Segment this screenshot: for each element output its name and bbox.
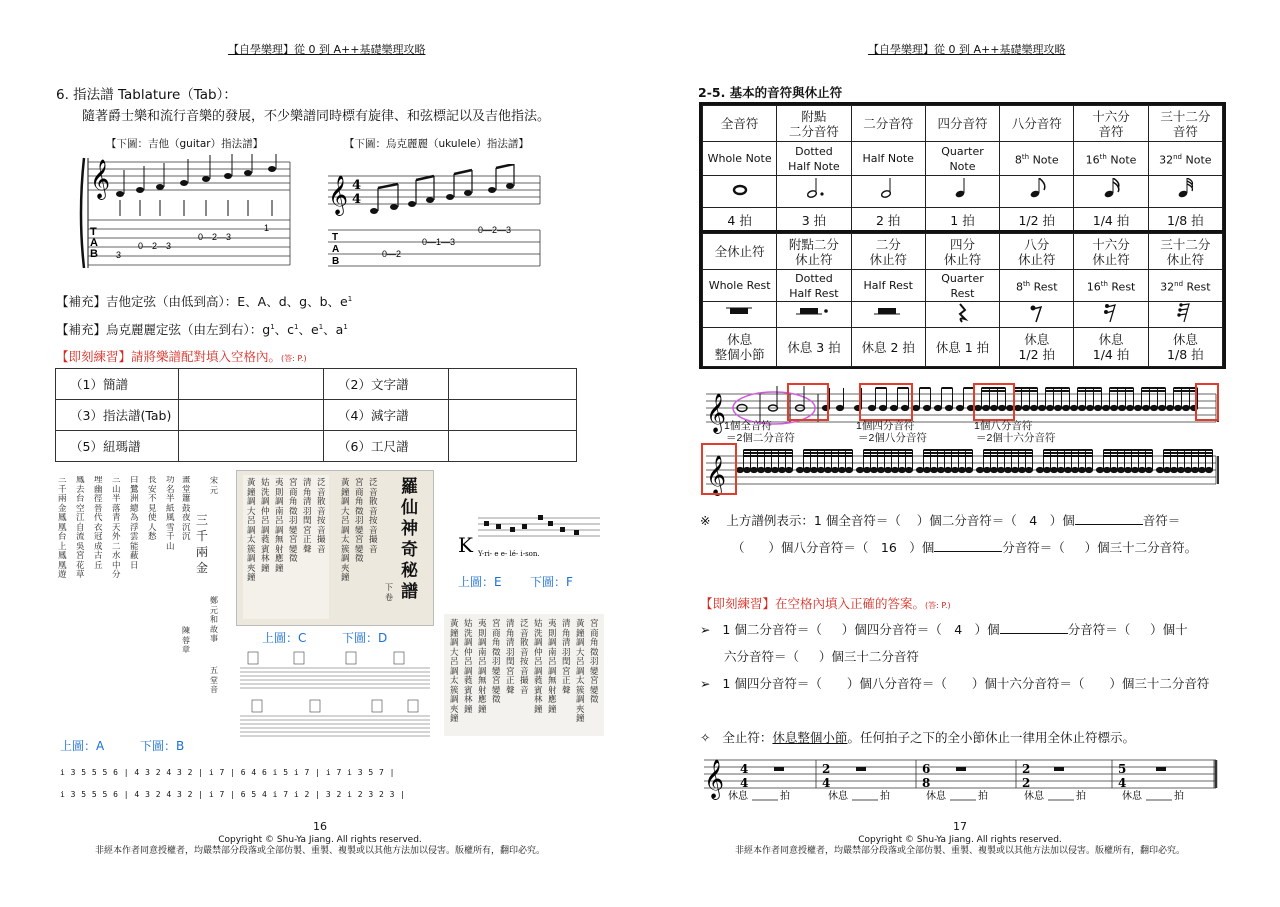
exercise-label: （2）文字譜 bbox=[324, 369, 449, 400]
page-number: 16 bbox=[313, 820, 327, 833]
caption-ukulele: 【下圖：烏克麗麗（ukulele）指法譜】 bbox=[344, 138, 529, 150]
note-name: 八分音符 bbox=[1000, 106, 1074, 142]
note-name: 全音符 bbox=[703, 106, 777, 142]
rest-symbol bbox=[1148, 302, 1222, 328]
staff-note bbox=[1158, 405, 1165, 410]
manuscript-a: 三千兩金鳳凰台上鳳凰遊 鳳去台空江自流吳宮花草 埋幽徑晉代衣冠成古丘 三山半落青天外二水中分 白鷺洲總為浮雲能蔽日 長安不見使人愁 功名半紙風雪千山 畫堂簫鼓夜沉沉 宋元 三千兩金 陳蓉章 鄭元和故事 五堂音 bbox=[58, 476, 218, 694]
rest-beats: 休息 整個小節 bbox=[703, 328, 777, 367]
rest-label: 休息 bbox=[926, 791, 946, 802]
rest-beats: 休息 1/8 拍 bbox=[1148, 328, 1222, 367]
rest-english: 8th Rest bbox=[1000, 270, 1074, 302]
treble-clef: 𝄞 bbox=[706, 393, 727, 433]
staff-note bbox=[803, 467, 810, 472]
staff-note bbox=[856, 467, 863, 472]
note-symbol-icon bbox=[1017, 178, 1057, 202]
rest-symbol bbox=[777, 302, 851, 328]
note-symbol-icon bbox=[720, 178, 760, 202]
rhythm-staff bbox=[700, 380, 1278, 500]
rests-table-box bbox=[699, 230, 1226, 369]
rest-label: 休息 bbox=[1122, 791, 1142, 802]
staff-note bbox=[1018, 467, 1025, 472]
tab-row: 1 bbox=[264, 223, 270, 233]
rest-name: 三十二分 休止符 bbox=[1148, 234, 1222, 270]
time-sig: 5 bbox=[1118, 762, 1127, 776]
staff-note bbox=[997, 467, 1004, 472]
staff-note bbox=[1170, 467, 1177, 472]
time-sig: 4 bbox=[740, 776, 749, 790]
staff-note bbox=[1102, 405, 1109, 410]
answer-cell[interactable] bbox=[179, 400, 324, 431]
disclaimer: 非經本作者同意授權者，均嚴禁部分段落或全部仿製、重製、複製或以其他方法加以侵害。版權所有，翻印必究。 bbox=[94, 846, 545, 856]
staff-note bbox=[764, 467, 771, 472]
staff-note bbox=[1011, 467, 1018, 472]
staff-annotation: 1個全音符 bbox=[724, 420, 772, 432]
notes-table-box bbox=[699, 102, 1226, 236]
note-english: 32nd Note bbox=[1148, 142, 1222, 176]
note-symbol-icon bbox=[868, 178, 908, 202]
staff-note bbox=[1110, 405, 1117, 410]
answer-cell[interactable] bbox=[449, 400, 577, 431]
rest-beats: 休息 3 拍 bbox=[777, 328, 851, 367]
note-symbol bbox=[1000, 176, 1074, 208]
jianpu-line: i 3 5 5 5 6 | 4 3 2 4 3 2 | i 7 | 6 4 6 i 5 i 7 | i 7 i 3 5 7 | bbox=[60, 768, 395, 777]
jianpu-line: i 3 5 5 5 6 | 4 3 2 4 3 2 | i 7 | 6 5 4 i 7 i 2 | 3 2 i 2 3 2 3 | bbox=[60, 790, 406, 799]
guitar-tab-figure bbox=[76, 154, 294, 272]
answer-cell[interactable] bbox=[179, 369, 324, 400]
staff-annotation: 1個四分音符 bbox=[856, 420, 915, 432]
manuscript-c: 黃鐘調大呂調太簇調夾鐘 姑洗調仲呂調蕤賓林鐘 夷則調南呂調無射應鐘 宮商角徵羽變宮變徵 清角清羽閏宮正聲 泛音散音按音撮音 黃鐘調大呂調太簇調夾鐘 宮商角徵羽變宮變徵 泛音散音按音撮音 羅仙神奇秘譜 下卷 bbox=[236, 470, 434, 626]
staff-note bbox=[974, 405, 981, 410]
staff-note bbox=[1078, 405, 1085, 410]
treble-clef: 𝄞 bbox=[706, 455, 727, 495]
staff-annotation: ＝2個八分音符 bbox=[858, 432, 927, 444]
staff-note bbox=[838, 467, 845, 472]
time-sig: 4 bbox=[740, 762, 749, 776]
rest-symbol-icon bbox=[1017, 302, 1057, 324]
staff-note bbox=[912, 405, 919, 410]
label-f: 下圖：F bbox=[530, 575, 573, 589]
time-sig: 2 bbox=[1022, 762, 1031, 776]
rest-symbol-icon bbox=[1165, 302, 1205, 324]
staff-note bbox=[1145, 467, 1152, 472]
staff-note bbox=[1131, 467, 1138, 472]
note-english: Half Note bbox=[851, 142, 925, 176]
label-b: 下圖：B bbox=[140, 739, 185, 753]
time-sig: 4 bbox=[1118, 776, 1127, 790]
note-symbol-icon bbox=[1165, 178, 1205, 202]
note-name: 十六分 音符 bbox=[1074, 106, 1148, 142]
practice-item: ➢ 1 個四分音符＝（ ）個八分音符＝（ ）個十六分音符＝（ ）個三十二分音符 bbox=[700, 676, 1210, 691]
tab-letter: A bbox=[332, 244, 340, 255]
tab-row: 0—2 bbox=[382, 249, 402, 259]
staff-note bbox=[743, 467, 750, 472]
staff-note bbox=[1198, 467, 1205, 472]
staff-note bbox=[1191, 467, 1198, 472]
supplement-ukulele: 【補充】烏克麗麗定弦（由左到右）：$g^1$、$c^1$、$e^1$、$a^1$ bbox=[56, 322, 348, 337]
staff-note bbox=[817, 467, 824, 472]
staff-note bbox=[1166, 405, 1173, 410]
staff-note bbox=[1038, 405, 1045, 410]
tab-row: 3 bbox=[116, 250, 122, 260]
staff-note bbox=[879, 405, 886, 410]
practice-item-cont: 六分音符＝（ ）個三十二分音符 bbox=[724, 649, 919, 664]
exercise-label: （5）紐瑪譜 bbox=[56, 431, 179, 462]
rest-symbol bbox=[1074, 302, 1148, 328]
staff-note bbox=[750, 467, 757, 472]
rest-beats: 休息 1/4 拍 bbox=[1074, 328, 1148, 367]
whole-rest-note: ✧ 全止符：休息整個小節。任何拍子之下的全小節休止一律用全休止符標示。 bbox=[700, 730, 1135, 745]
answer-cell[interactable] bbox=[179, 431, 324, 462]
staff-note bbox=[916, 467, 923, 472]
rest-label: 休息 bbox=[728, 791, 748, 802]
staff-note bbox=[1096, 467, 1103, 472]
staff-note bbox=[1014, 405, 1021, 410]
staff-note bbox=[965, 467, 972, 472]
rest-label: 休息 bbox=[828, 791, 848, 802]
staff-note bbox=[757, 467, 764, 472]
staff-note bbox=[1124, 467, 1131, 472]
rest-label: 拍 bbox=[780, 791, 790, 802]
rest-label: 拍 bbox=[978, 791, 988, 802]
note-symbol bbox=[925, 176, 999, 208]
label-c: 上圖：C bbox=[262, 631, 307, 645]
staff-note bbox=[810, 467, 817, 472]
practice-heading: 【即刻練習】在空格內填入正確的答案。(答: P.) bbox=[700, 596, 951, 611]
staff-note bbox=[1004, 467, 1011, 472]
staff-note bbox=[898, 467, 905, 472]
note-english: Quarter Note bbox=[925, 142, 999, 176]
note-symbol bbox=[777, 176, 851, 208]
note-name: 三十二分 音符 bbox=[1148, 106, 1222, 142]
staff-note bbox=[1071, 467, 1078, 472]
staff-note bbox=[736, 467, 743, 472]
staff-note bbox=[1177, 467, 1184, 472]
staff-note bbox=[944, 467, 951, 472]
note-symbol bbox=[1148, 176, 1222, 208]
staff-note bbox=[1142, 405, 1149, 410]
staff-note bbox=[1110, 467, 1117, 472]
staff-note bbox=[951, 467, 958, 472]
exercise-table bbox=[55, 368, 577, 462]
question-line: （ ）個八分音符＝（ 16 ）個 分音符＝（ ）個三十二分音符。 bbox=[732, 540, 1198, 555]
manuscript-d bbox=[238, 650, 432, 745]
page-header: 【自學樂理】從 0 到 A++基礎樂理攻略 bbox=[228, 43, 426, 56]
rest-name: 十六分 休止符 bbox=[1074, 234, 1148, 270]
note-beats: 2 拍 bbox=[851, 208, 925, 234]
note-beats: 1/2 拍 bbox=[1000, 208, 1074, 234]
staff-note bbox=[930, 467, 937, 472]
whole-rest-staff bbox=[700, 756, 1220, 806]
note-english: Dotted Half Note bbox=[777, 142, 851, 176]
note-beats: 1/8 拍 bbox=[1148, 208, 1222, 234]
time-sig-top: 4 bbox=[352, 178, 362, 193]
staff-note bbox=[1050, 467, 1057, 472]
staff-note bbox=[945, 405, 952, 410]
staff-note bbox=[1126, 405, 1133, 410]
note-symbol bbox=[851, 176, 925, 208]
rest-symbol-icon bbox=[1091, 302, 1131, 324]
staff-note bbox=[923, 405, 930, 410]
practice-item: ➢ 1 個二分音符＝（ ）個四分音符＝（ 4 ）個 分音符＝（ ）個十 bbox=[700, 622, 1188, 637]
treble-clef: 𝄞 bbox=[328, 175, 349, 215]
staff-note bbox=[1156, 467, 1163, 472]
staff-note bbox=[1062, 405, 1069, 410]
exercise-label: （1）簡譜 bbox=[56, 369, 179, 400]
answer-cell[interactable] bbox=[449, 369, 577, 400]
staff-note bbox=[845, 467, 852, 472]
section-title: 2-5. 基本的音符與休止符 bbox=[698, 85, 843, 100]
time-sig: 2 bbox=[1022, 776, 1031, 790]
answer-blank[interactable] bbox=[1000, 621, 1068, 634]
rest-name: 附點二分 休止符 bbox=[777, 234, 851, 270]
time-sig: 8 bbox=[922, 776, 931, 790]
ukulele-tab-figure bbox=[326, 164, 544, 272]
rest-symbol bbox=[925, 302, 999, 328]
time-sig: 6 bbox=[922, 762, 931, 776]
time-sig: 2 bbox=[822, 762, 831, 776]
manuscript-f: 黃鐘調大呂調太簇調夾鐘 姑洗調仲呂調蕤賓林鐘 夷則調南呂調無射應鐘 宮商角徵羽變宮變徵 清角清羽閏宮正聲 泛音散音按音撮音 姑洗調仲呂調蕤賓林鐘 夷則調南呂調無射應鐘 清角清羽閏宮正聲 黃鐘調大呂調太簇調夾鐘 宮商角徵羽變宮變徵 bbox=[444, 614, 604, 736]
staff-note bbox=[1070, 405, 1077, 410]
note-beats: 4 拍 bbox=[703, 208, 777, 234]
rest-english: Dotted Half Rest bbox=[777, 270, 851, 302]
rest-english: 32nd Rest bbox=[1148, 270, 1222, 302]
note-english: 16th Note bbox=[1074, 142, 1148, 176]
rest-english: Whole Rest bbox=[703, 270, 777, 302]
staff-note bbox=[1054, 405, 1061, 410]
rest-beats: 休息 2 拍 bbox=[851, 328, 925, 367]
exercise-label: （4）減字譜 bbox=[324, 400, 449, 431]
label-d: 下圖：D bbox=[342, 631, 388, 645]
staff-note bbox=[870, 467, 877, 472]
note-beats: 1 拍 bbox=[925, 208, 999, 234]
rest-beats: 休息 1 拍 bbox=[925, 328, 999, 367]
note-name: 附點 二分音符 bbox=[777, 106, 851, 142]
rest-symbol-icon bbox=[720, 302, 760, 324]
note-english: 8th Note bbox=[1000, 142, 1074, 176]
staff-note bbox=[824, 467, 831, 472]
staff-note bbox=[1174, 405, 1181, 410]
staff-note bbox=[1103, 467, 1110, 472]
page-number: 17 bbox=[953, 820, 967, 833]
staff-annotation: ＝2個十六分音符 bbox=[976, 432, 1056, 444]
staff-note bbox=[877, 467, 884, 472]
intro-text: 隨著爵士樂和流行音樂的發展，不少樂譜同時標有旋律、和弦標記以及吉他指法。 bbox=[82, 109, 551, 124]
staff-note bbox=[990, 467, 997, 472]
question-line: ※ 上方譜例表示：1 個全音符＝（ ）個二分音符＝（ 4 ）個 音符＝ bbox=[700, 513, 1181, 528]
rest-name: 八分 休止符 bbox=[1000, 234, 1074, 270]
staff-note bbox=[937, 467, 944, 472]
staff-note bbox=[976, 467, 983, 472]
staff-note bbox=[796, 467, 803, 472]
note-name: 二分音符 bbox=[851, 106, 925, 142]
staff-note bbox=[785, 467, 792, 472]
staff-note bbox=[1036, 467, 1043, 472]
note-symbol bbox=[703, 176, 777, 208]
staff-note bbox=[1078, 467, 1085, 472]
rest-symbol-icon bbox=[942, 302, 982, 324]
practice-heading: 【即刻練習】請將樂譜配對填入空格內。(答: P.) bbox=[56, 349, 307, 364]
staff-note bbox=[891, 467, 898, 472]
staff-note bbox=[836, 405, 843, 410]
note-english: Whole Note bbox=[703, 142, 777, 176]
note-beats: 3 拍 bbox=[777, 208, 851, 234]
rest-name: 二分 休止符 bbox=[851, 234, 925, 270]
label-e: 上圖：E bbox=[458, 575, 502, 589]
tab-letter: A bbox=[90, 237, 98, 249]
staff-note bbox=[1117, 467, 1124, 472]
tab-row: 0—2—3 bbox=[198, 232, 232, 242]
rest-symbol-icon bbox=[794, 302, 834, 324]
staff-note bbox=[1085, 467, 1092, 472]
staff-note bbox=[868, 405, 875, 410]
staff-note bbox=[1138, 467, 1145, 472]
page-header: 【自學樂理】從 0 到 A++基礎樂理攻略 bbox=[868, 43, 1066, 56]
staff-annotation: 1個八分音符 bbox=[974, 420, 1033, 432]
caption-guitar: 【下圖：吉他（guitar）指法譜】 bbox=[106, 138, 264, 150]
note-symbol-icon bbox=[1091, 178, 1131, 202]
note-symbol-icon bbox=[794, 178, 834, 202]
staff-note bbox=[923, 467, 930, 472]
rest-name: 四分 休止符 bbox=[925, 234, 999, 270]
copyright: Copyright © Shu-Ya Jiang. All rights reserved. bbox=[218, 835, 422, 845]
staff-note bbox=[1184, 467, 1191, 472]
staff-note bbox=[771, 467, 778, 472]
staff-note bbox=[1043, 467, 1050, 472]
disclaimer: 非經本作者同意授權者，均嚴禁部分段落或全部仿製、重製、複製或以其他方法加以侵害。版權所有，翻印必究。 bbox=[734, 846, 1185, 856]
tab-row: 0—2—3 bbox=[138, 241, 172, 251]
note-name: 四分音符 bbox=[925, 106, 999, 142]
staff-note bbox=[901, 405, 908, 410]
rest-symbol bbox=[1000, 302, 1074, 328]
staff-note bbox=[863, 467, 870, 472]
rest-label: 休息 bbox=[1024, 791, 1044, 802]
staff-note bbox=[1030, 405, 1037, 410]
treble-clef: 𝄞 bbox=[704, 759, 725, 799]
staff-note bbox=[1022, 405, 1029, 410]
manuscript-e bbox=[456, 512, 602, 560]
copyright: Copyright © Shu-Ya Jiang. All rights reserved. bbox=[858, 835, 1062, 845]
rest-label: 拍 bbox=[880, 791, 890, 802]
staff-note bbox=[934, 405, 941, 410]
staff-note bbox=[905, 467, 912, 472]
staff-note bbox=[1046, 405, 1053, 410]
tab-letter: B bbox=[332, 256, 340, 267]
exercise-label: （3）指法譜(Tab) bbox=[56, 400, 179, 431]
staff-note bbox=[1006, 405, 1013, 410]
staff-note bbox=[983, 467, 990, 472]
answer-blank[interactable] bbox=[934, 539, 1002, 552]
staff-note bbox=[982, 405, 989, 410]
staff-note bbox=[1086, 405, 1093, 410]
staff-note bbox=[890, 405, 897, 410]
tab-letter: T bbox=[332, 232, 339, 243]
tab-row: 0—1—3 bbox=[422, 237, 456, 247]
staff-note bbox=[831, 467, 838, 472]
rest-english: Quarter Rest bbox=[925, 270, 999, 302]
time-sig: 4 bbox=[822, 776, 831, 790]
rest-name: 全休止符 bbox=[703, 234, 777, 270]
staff-note bbox=[1118, 405, 1125, 410]
tab-letter: T bbox=[90, 226, 97, 238]
rest-beats: 休息 1/2 拍 bbox=[1000, 328, 1074, 367]
rest-label: 拍 bbox=[1174, 791, 1184, 802]
rest-english: 16th Rest bbox=[1074, 270, 1148, 302]
answer-blank[interactable] bbox=[1075, 512, 1143, 525]
staff-note bbox=[1134, 405, 1141, 410]
note-beats: 1/4 拍 bbox=[1074, 208, 1148, 234]
neume-initial: K bbox=[458, 533, 473, 557]
staff-note bbox=[1064, 467, 1071, 472]
rest-symbol-icon bbox=[868, 302, 908, 324]
staff-note bbox=[998, 405, 1005, 410]
tab-letter: B bbox=[90, 248, 98, 260]
note-symbol bbox=[1074, 176, 1148, 208]
supplement-guitar: 【補充】吉他定弦（由低到高）：E、A、d、g、b、$e^1$ bbox=[56, 294, 353, 309]
section-title: 6. 指法譜 Tablature（Tab）： bbox=[56, 87, 237, 103]
label-a: 上圖：A bbox=[60, 739, 105, 753]
neume-lyrics: Y-ri- e e- lé- i-son. bbox=[478, 550, 540, 558]
rest-label: 拍 bbox=[1076, 791, 1086, 802]
rest-english: Half Rest bbox=[851, 270, 925, 302]
staff-annotation: ＝2個二分音符 bbox=[726, 432, 795, 444]
staff-note bbox=[958, 467, 965, 472]
staff-note bbox=[884, 467, 891, 472]
staff-note bbox=[1150, 405, 1157, 410]
exercise-label: （6）工尺譜 bbox=[324, 431, 449, 462]
notes-table bbox=[702, 105, 1223, 234]
rest-symbol bbox=[851, 302, 925, 328]
staff-note bbox=[956, 405, 963, 410]
staff-note bbox=[1025, 467, 1032, 472]
staff-note bbox=[1163, 467, 1170, 472]
note-symbol-icon bbox=[942, 178, 982, 202]
staff-note bbox=[1057, 467, 1064, 472]
rests-table bbox=[702, 233, 1223, 367]
treble-clef: 𝄞 bbox=[90, 159, 111, 199]
tab-row: 0—2—3 bbox=[478, 225, 512, 235]
right-page bbox=[640, 0, 1280, 907]
answer-cell[interactable] bbox=[449, 431, 577, 462]
staff-note bbox=[990, 405, 997, 410]
staff-note bbox=[1094, 405, 1101, 410]
staff-note bbox=[1182, 405, 1189, 410]
rest-symbol bbox=[703, 302, 777, 328]
time-sig-bottom: 4 bbox=[352, 192, 362, 207]
staff-note bbox=[778, 467, 785, 472]
staff-note bbox=[1205, 467, 1212, 472]
